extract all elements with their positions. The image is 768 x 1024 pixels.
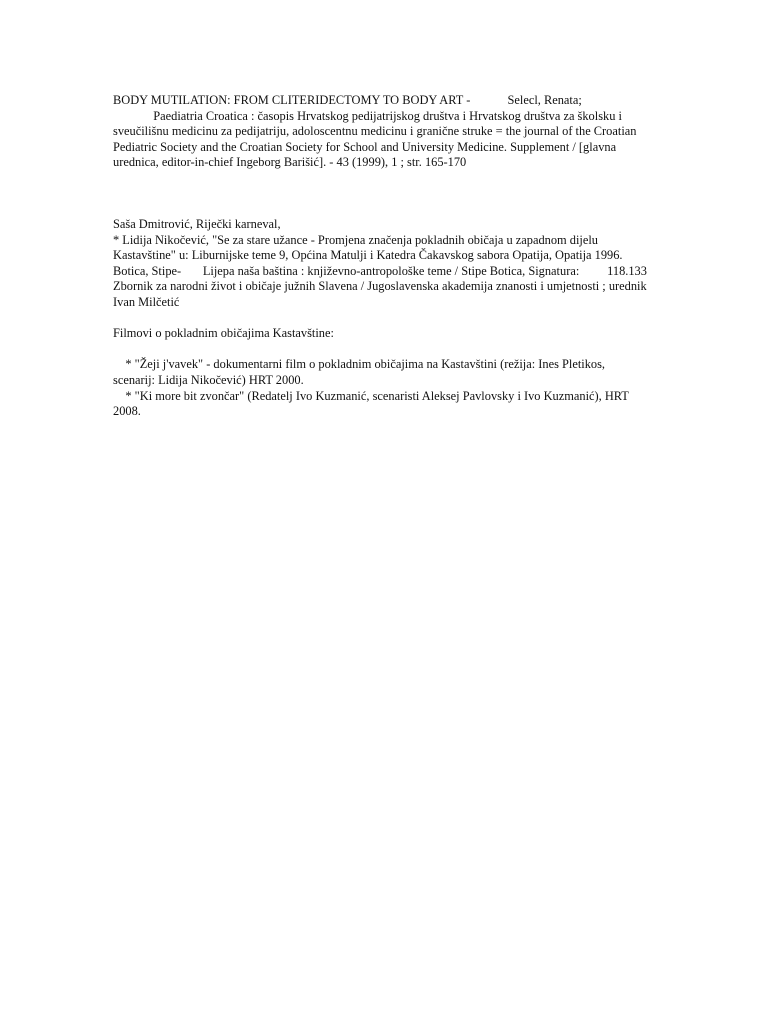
spacer (113, 171, 658, 217)
reference-line: Kastavštine" u: Liburnijske teme 9, Općina Matulji i Katedra Čakavskog sabora Opatija, Opatija 1996. (113, 248, 623, 263)
film-list-item (113, 389, 658, 420)
films-heading: Filmovi o pokladnim običajima Kastavštine: (113, 326, 334, 341)
film-list-item (113, 357, 658, 388)
bibliography-list-kastav (113, 217, 658, 311)
film-item-line: * "Ki more bit zvončar" (Redatelj Ivo Kuzmanić, scenaristi Aleksej Pavlovsky i Ivo Kuzmanić), HRT (113, 388, 629, 403)
bibliography-entry-body-mutilation (113, 93, 658, 171)
spacer (113, 342, 658, 358)
films-section (113, 326, 658, 420)
reference-line: * Lidija Nikočević, "Se za stare užance - Promjena značenja pokladnih običaja u zapadnom dijelu (113, 232, 599, 247)
reference-line: Saša Dmitrović, Riječki karneval, (113, 216, 281, 231)
entry-title-line: BODY MUTILATION: FROM CLITERIDECTOMY TO BODY ART - Selecl, Renata; (113, 93, 582, 107)
entry-source-line: Paediatria Croatica : časopis Hrvatskog pedijatrijskog društva i Hrvatskog društva za školsku i (113, 108, 622, 123)
reference-line: Ivan Milčetić (113, 294, 180, 309)
spacer (113, 311, 658, 327)
entry-source-line: Pediatric Society and the Croatian Society for School and University Medicine. Supplement / [glavna (113, 139, 617, 154)
reference-line: Zbornik za narodni život i običaje južnih Slavena / Jugoslavenska akademija znanosti i umjetnosti ; urednik (113, 279, 647, 294)
film-item-line: scenarij: Lidija Nikočević) HRT 2000. (113, 372, 304, 387)
film-item-line: * "Žeji j'vavek" - dokumentarni film o pokladnim običajima na Kastavštini (režija: Ines Pletikos, (113, 357, 606, 372)
document-page (113, 93, 658, 420)
entry-source-line: sveučilišnu medicinu za pedijatriju, adoloscentnu medicinu i granične struke = the journal of the Croatian (113, 124, 637, 139)
reference-line: Botica, Stipe- Lijepa naša baština : književno-antropološke teme / Stipe Botica, Signatura: 118.133 (113, 263, 647, 278)
film-item-line: 2008. (113, 404, 141, 419)
entry-source-line: urednica, editor-in-chief Ingeborg Barišić]. - 43 (1999), 1 ; str. 165-170 (113, 155, 467, 170)
